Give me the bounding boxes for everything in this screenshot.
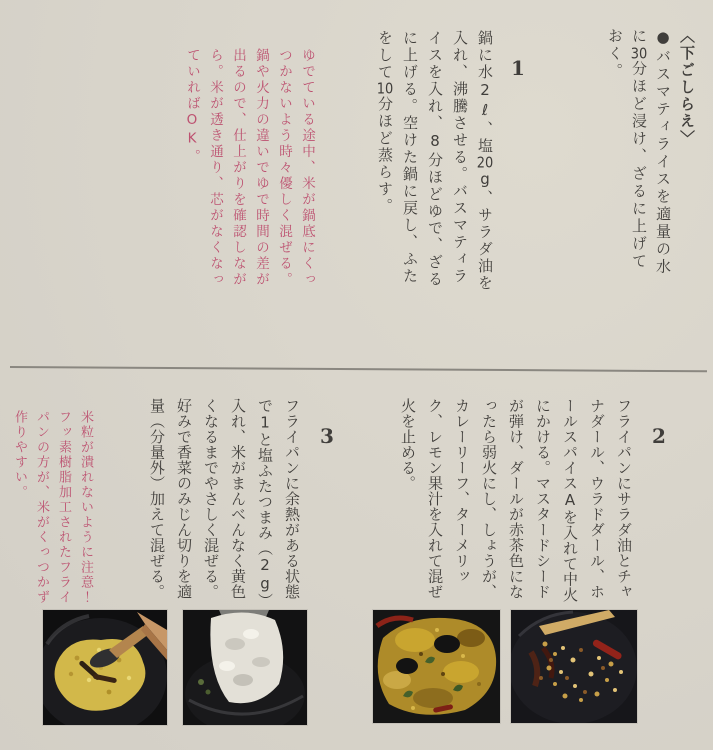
photo-finished-spice-mix [373,610,500,723]
boiling-tip-note [180,48,318,292]
step-1-section [372,30,530,292]
frying-spices-photo-illustration [511,610,637,723]
step-2-body: フライパンにサラダ油とチャナダール、ウラドダール、ホールスパイスAを入れて中火にかける。マスタードシードが弾け、ダールが赤茶色になったら弱火にし、しょうが、カレーリーフ、ターメリック、レモン果汁を入れて混ぜ火を止める。 [399,398,633,603]
photo-white-rice-added [183,610,307,725]
step-1-body: 鍋に水2ℓ、塩20g、サラダ油を入れ、沸騰させる。バスマティライスを入れ、8分ほどゆで、ざるに上げる。空けた鍋に戻し、ふたをして10分ほど蒸らす。 [376,30,494,292]
frying-pan-tip-note [8,410,96,615]
step-3-section [143,398,340,606]
photo-yellow-rice-stirring [43,610,167,725]
frying-pan-tip-text: 米粒が潰れないように注意！フッ素樹脂加工されたフライパンの方が、米がくっつかず作りやすい。 [12,410,93,605]
section-divider [10,366,707,372]
prep-section [603,28,699,280]
white-rice-photo-illustration [183,610,307,725]
yellow-rice-photo-illustration [43,610,167,725]
step-1-number: 1 [506,56,530,80]
boiling-tip-text: ゆでている途中、米が鍋底にくっつかないよう時々優しく混ぜる。鍋や火力の違いでゆで時間の差が出るので、仕上がりを確認しながら。米が透き通り、芯がなくなっていればOK。 [184,48,315,288]
spice-mix-photo-illustration [373,610,500,723]
step-2-number: 2 [647,424,671,448]
step-3-body: フライパンに余熱がある状態で1と塩ふたつまみ（2g）入れ、米がまんべんなく黄色くなるまでやさしく混ぜる。好みで香菜のみじん切りを適量（分量外）加えて混ぜる。 [148,398,301,601]
prep-title: 〈下ごしらえ〉 [678,28,696,147]
prep-body: ●バスマティライスを適量の水に30分ほど浸け、ざるに上げておく。 [606,28,672,276]
photo-spices-frying [511,610,637,723]
step-2-section [394,398,672,606]
step-3-number: 3 [315,424,339,448]
